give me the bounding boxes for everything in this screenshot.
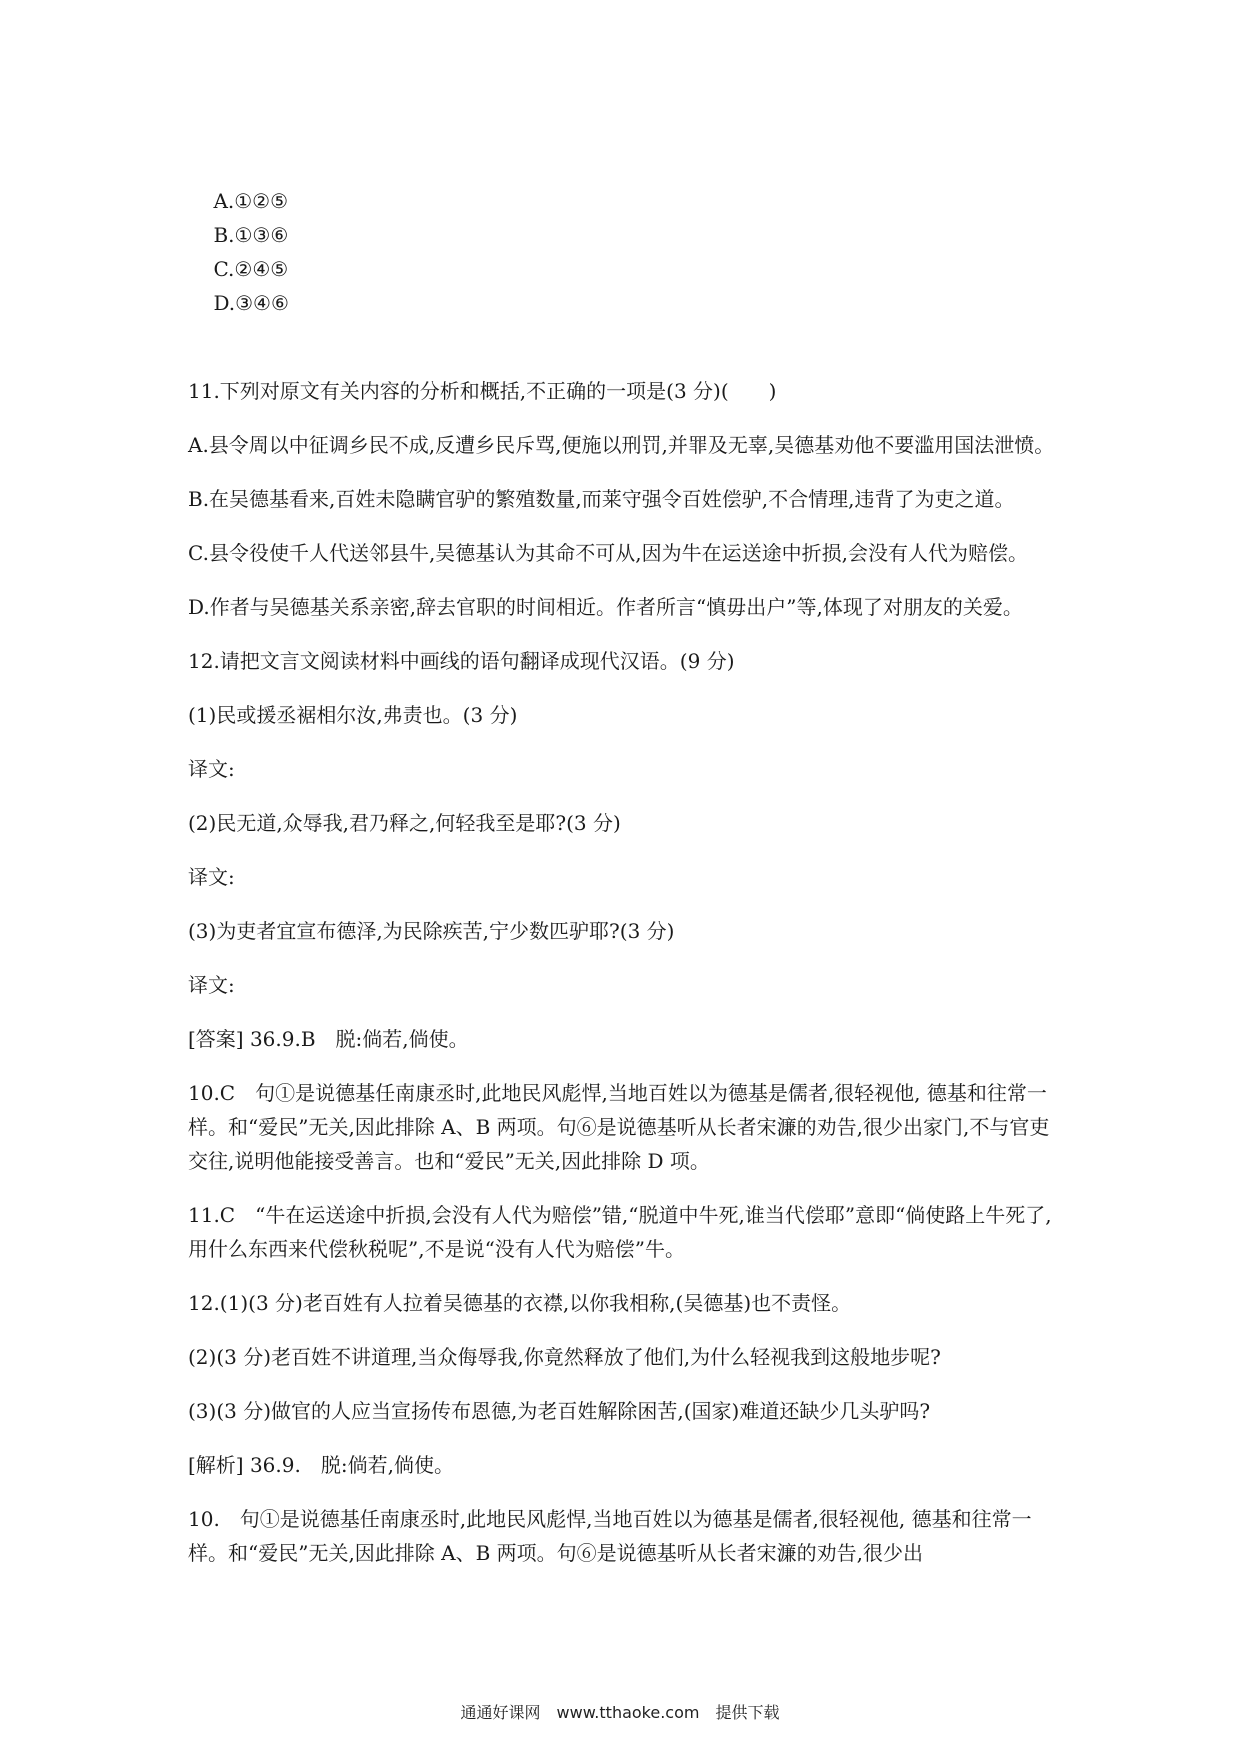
q12-sentence-2: (2)民无道,众辱我,君乃释之,何轻我至是耶?(3 分): [188, 811, 621, 835]
q11-stem: 11.下列对原文有关内容的分析和概括,不正确的一项是(3 分)( ): [188, 379, 777, 403]
answer-10: 10.C 句①是说德基任南康丞时,此地民风彪悍,当地百姓以为德基是儒者,很轻视他, 德基和往常一样。和“爱民”无关,因此排除 A、B 两项。句⑥是说德基听从长者宋濂的劝告,很少出家门,不与官吏交往,说明他能接受善言。也和“爱民”无关,因此排除 D 项。: [188, 1081, 1050, 1173]
q11-option-b: B.在吴德基看来,百姓未隐瞒官驴的繁殖数量,而莱守强令百姓偿驴,不合情理,违背了为吏之道。: [188, 487, 1015, 511]
answer-12-3: (3)(3 分)做官的人应当宣扬传布恩德,为老百姓解除困苦,(国家)难道还缺少几头驴吗?: [188, 1399, 931, 1423]
q11-option-c: C.县令役使千人代送邻县牛,吴德基认为其命不可从,因为牛在运送途中折损,会没有人代为赔偿。: [188, 541, 1029, 565]
answer-12-2: (2)(3 分)老百姓不讲道理,当众侮辱我,你竟然释放了他们,为什么轻视我到这般地步呢?: [188, 1345, 941, 1369]
translation-label-1: 译文:: [188, 757, 235, 781]
q12-sentence-1: (1)民或援丞裾相尔汝,弗责也。(3 分): [188, 703, 518, 727]
option-b: B.①③⑥: [213, 223, 289, 247]
option-c: C.②④⑤: [213, 257, 289, 281]
q11-option-d: D.作者与吴德基关系亲密,辞去官职的时间相近。作者所言“慎毋出户”等,体现了对朋友的关爱。: [188, 595, 1023, 619]
option-d: D.③④⑥: [213, 291, 289, 315]
translation-label-2: 译文:: [188, 865, 235, 889]
q11-option-a: A.县令周以中征调乡民不成,反遭乡民斥骂,便施以刑罚,并罪及无辜,吴德基劝他不要滥用国法泄愤。: [188, 433, 1055, 457]
q12-sentence-3: (3)为吏者宜宣布德泽,为民除疾苦,宁少数匹驴耶?(3 分): [188, 919, 675, 943]
analysis-10: 10. 句①是说德基任南康丞时,此地民风彪悍,当地百姓以为德基是儒者,很轻视他, 德基和往常一样。和“爱民”无关,因此排除 A、B 两项。句⑥是说德基听从长者宋濂的劝告,很少出: [188, 1507, 1032, 1565]
answer-header: [答案] 36.9.B 脱:倘若,倘使。: [188, 1027, 469, 1051]
page-footer: 通通好课网 www.tthaoke.com 提供下载: [460, 1703, 780, 1722]
analysis-header: [解析] 36.9. 脱:倘若,倘使。: [188, 1453, 454, 1477]
option-a: A.①②⑤: [213, 189, 289, 213]
answer-12-1: 12.(1)(3 分)老百姓有人拉着吴德基的衣襟,以你我相称,(吴德基)也不责怪。: [188, 1291, 852, 1315]
q10-options-row: [188, 150, 1068, 354]
q12-stem: 12.请把文言文阅读材料中画线的语句翻译成现代汉语。(9 分): [188, 649, 735, 673]
answer-11: 11.C “牛在运送途中折损,会没有人代为赔偿”错,“脱道中牛死,谁当代偿耶”意即“倘使路上牛死了,用什么东西来代偿秋税呢”,不是说“没有人代为赔偿”牛。: [188, 1203, 1052, 1261]
document-page: [188, 150, 1068, 1570]
translation-label-3: 译文:: [188, 973, 235, 997]
